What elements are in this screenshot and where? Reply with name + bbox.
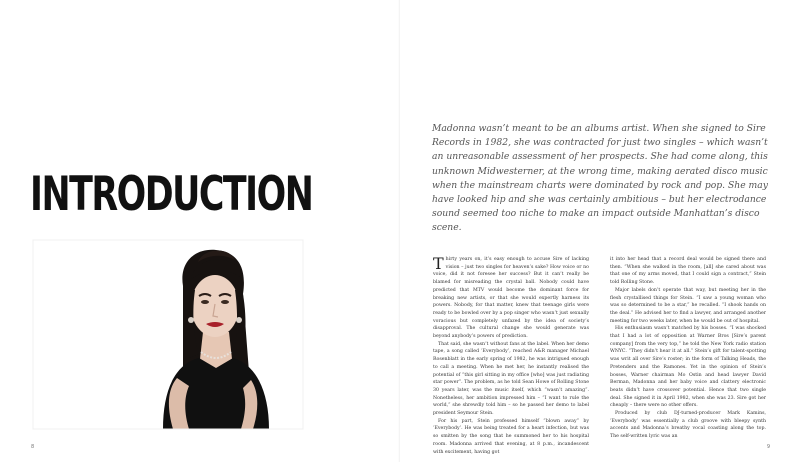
portrait-photo <box>33 240 303 429</box>
body-text: hirty years on, it’s easy enough to accuse Sire of lacking vision – just two singles for heaven’s sake? How voice or no voice, did it not foresee her success? But it can’t really be blamed for misreading the crystal ball. Nobody could have predicted that MTV would become the dominant force for breaking new artists, or that she would expertly harness its powers. Nobody, for that matter, knew that teenage girls were ready to be bowled over by a pop singer who wasn’t just sexually voracious but completely unfazed by the idea of society’s disapproval. The cultural change she would generate was beyond anybody’s powers of prediction. <box>433 257 589 340</box>
body-paragraph: His enthusiasm wasn’t matched by his bosses. “I was shocked that I had a lot of opposition at Warner Bros [Sire’s parent company] from the very top,” he told the New York radio station WNYC. “They didn’t hear it at all.” Stein’s gift for talent-spotting was writ all over Sire’s roster; in the form of Talking Heads, the Pretenders and the Ramones. Yet in the opinion of Stein’s bosses, Warner chairman Mo Ostin and head lawyer David Berman, Madonna and her baby voice and clattery electronic beats didn’t have crossover potential. Hence that two single deal. She signed it in April 1982, when she was 23. Sire got her cheaply – there were no other offers. <box>610 326 766 409</box>
body-paragraph: That said, she wasn’t without fans at the label. When her demo tape, a song called ‘Everybody’, reached A&R manager Michael Rosenblatt in the early spring of 1982, he was intrigued enough to call a meeting. When he met her, he instantly realised the potential of “this girl sitting in my office [who] was just radiating star power”. The problem, as he told Sean Howe of Rolling Stone 30 years later, was the music itself, which “wasn’t amazing”. Nonetheless, her ambition impressed him – “I want to rule the world,” she shrewdly told him – so he passed her demo to label president Seymour Stein. <box>433 341 589 417</box>
page-number-left: 8 <box>31 444 35 450</box>
page-number-right: 9 <box>766 444 770 450</box>
body-paragraph: For his part, Stein professed himself “blown away” by ‘Everybody’. He was being treated for a heart infection, but was so smitten by the song that he summoned her to his hospital room. Madonna arrived that evening, at 8 p.m., incandescent with excitement, having got <box>433 418 589 455</box>
body-column-2 <box>610 256 766 446</box>
body-paragraph <box>433 256 589 341</box>
intro-paragraph: Madonna wasn’t meant to be an albums artist. When she signed to Sire Records in 1982, she was contracted for just two singles – which wasn’t an unreasonable assessment of her prospects. She had come along, this unknown Midwesterner, at the wrong time, making aerated disco music when the mainstream charts were dominated by rock and pop. She may have looked hip and she was certainly ambitious – but her electrodance sound seemed too niche to make an impact outside Manhattan’s disco scene. <box>432 123 768 234</box>
body-paragraph: it into her head that a record deal would be signed there and then. “When she walked in the room, [all] she cared about was that one of my arms moved, that I could sign a contract,” Stein told Rolling Stone. <box>610 257 766 286</box>
body-paragraph: Major labels don’t operate that way, but meeting her in the flesh crystallised things for Stein. “I saw a young woman who was so determined to be a star,” he recalled. “I shook hands on the deal.” He advised her to find a lawyer, and arranged another meeting for two weeks later, when he would be out of hospital. <box>610 287 766 324</box>
chapter-title: INTRODUCTION <box>30 167 313 222</box>
right-page <box>400 0 800 462</box>
portrait-illustration <box>33 240 303 429</box>
body-column-1 <box>433 254 589 455</box>
body-paragraph: Produced by club DJ-turned-producer Mark Kamins, ‘Everybody’ was essentially a club groove with bleepy synth accents and Madonna’s breathy vocal coasting along the top. The self-written lyric was an <box>610 411 766 440</box>
drop-cap: T <box>433 254 444 273</box>
